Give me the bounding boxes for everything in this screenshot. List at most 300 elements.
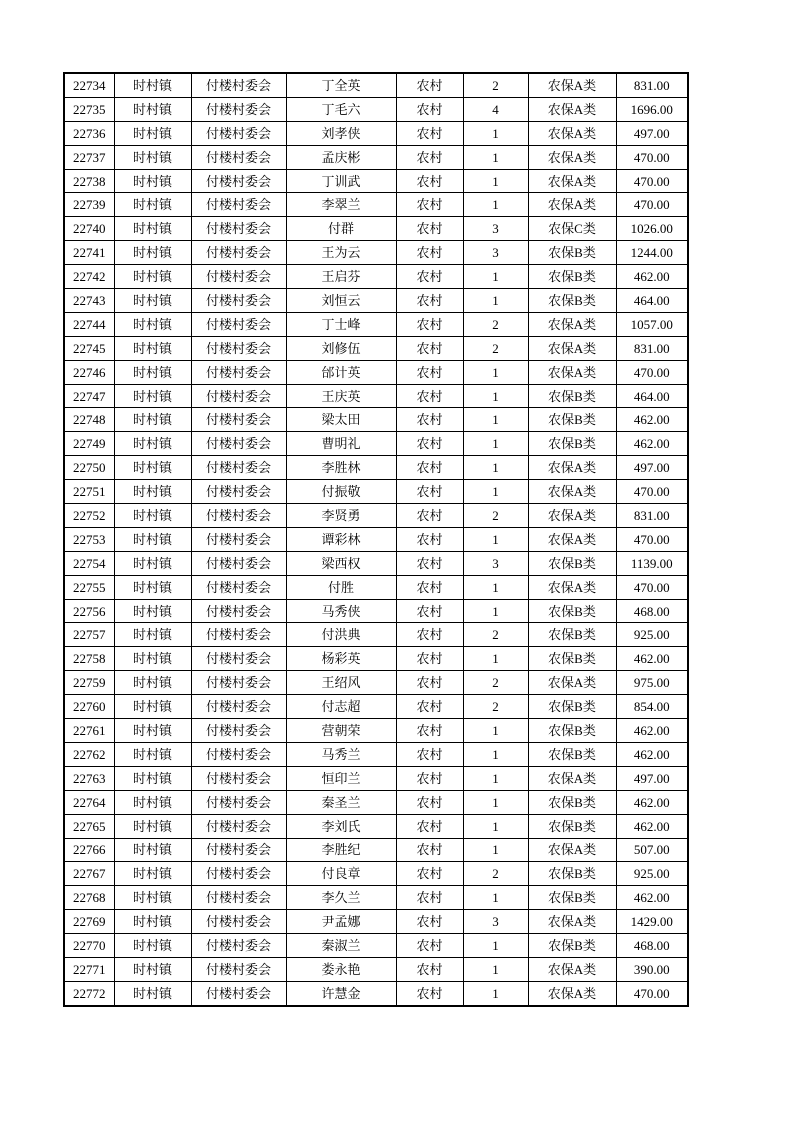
cell-person_count: 1 [463,480,528,504]
cell-name: 秦淑兰 [286,934,396,958]
cell-person_count: 1 [463,742,528,766]
cell-insurance_category: 农保B类 [528,862,616,886]
cell-village_committee: 付楼村委会 [191,719,286,743]
cell-amount: 497.00 [616,121,688,145]
cell-insurance_category: 农保A类 [528,527,616,551]
cell-serial_number: 22739 [64,193,114,217]
cell-town: 时村镇 [114,73,191,97]
cell-serial_number: 22770 [64,934,114,958]
cell-insurance_category: 农保B类 [528,265,616,289]
cell-name: 杨彩英 [286,647,396,671]
table-row [64,695,688,719]
cell-serial_number: 22743 [64,289,114,313]
cell-town: 时村镇 [114,336,191,360]
cell-town: 时村镇 [114,957,191,981]
cell-amount: 470.00 [616,480,688,504]
cell-name: 丁全英 [286,73,396,97]
cell-amount: 462.00 [616,265,688,289]
table-row [64,480,688,504]
cell-town: 时村镇 [114,360,191,384]
cell-village_committee: 付楼村委会 [191,121,286,145]
cell-amount: 831.00 [616,504,688,528]
cell-town: 时村镇 [114,97,191,121]
cell-village_committee: 付楼村委会 [191,289,286,313]
cell-amount: 462.00 [616,790,688,814]
cell-insurance_category: 农保A类 [528,957,616,981]
cell-person_count: 1 [463,193,528,217]
cell-name: 刘孝侠 [286,121,396,145]
cell-town: 时村镇 [114,408,191,432]
cell-name: 娄永艳 [286,957,396,981]
table-row [64,73,688,97]
cell-town: 时村镇 [114,886,191,910]
cell-person_count: 1 [463,599,528,623]
cell-residence_type: 农村 [396,862,463,886]
table-row [64,145,688,169]
cell-amount: 1139.00 [616,551,688,575]
table-row [64,671,688,695]
cell-village_committee: 付楼村委会 [191,73,286,97]
cell-town: 时村镇 [114,575,191,599]
cell-serial_number: 22759 [64,671,114,695]
cell-village_committee: 付楼村委会 [191,671,286,695]
cell-residence_type: 农村 [396,121,463,145]
cell-residence_type: 农村 [396,766,463,790]
cell-name: 营朝荣 [286,719,396,743]
cell-village_committee: 付楼村委会 [191,599,286,623]
table-row [64,957,688,981]
cell-amount: 470.00 [616,575,688,599]
table-row [64,360,688,384]
cell-village_committee: 付楼村委会 [191,480,286,504]
cell-village_committee: 付楼村委会 [191,456,286,480]
cell-person_count: 1 [463,169,528,193]
cell-town: 时村镇 [114,456,191,480]
cell-insurance_category: 农保A类 [528,671,616,695]
table-row [64,575,688,599]
cell-village_committee: 付楼村委会 [191,695,286,719]
cell-village_committee: 付楼村委会 [191,432,286,456]
cell-name: 李胜林 [286,456,396,480]
cell-name: 谭彩林 [286,527,396,551]
cell-residence_type: 农村 [396,527,463,551]
cell-insurance_category: 农保B类 [528,408,616,432]
table-row [64,121,688,145]
table-row [64,719,688,743]
cell-serial_number: 22736 [64,121,114,145]
table-row [64,742,688,766]
cell-amount: 470.00 [616,193,688,217]
cell-serial_number: 22772 [64,981,114,1005]
cell-insurance_category: 农保A类 [528,504,616,528]
cell-town: 时村镇 [114,814,191,838]
table-row [64,217,688,241]
cell-name: 许慧金 [286,981,396,1005]
cell-serial_number: 22735 [64,97,114,121]
cell-insurance_category: 农保B类 [528,695,616,719]
cell-residence_type: 农村 [396,504,463,528]
cell-residence_type: 农村 [396,910,463,934]
cell-amount: 462.00 [616,742,688,766]
cell-serial_number: 22750 [64,456,114,480]
cell-amount: 462.00 [616,814,688,838]
cell-serial_number: 22754 [64,551,114,575]
table-row [64,384,688,408]
cell-village_committee: 付楼村委会 [191,145,286,169]
cell-village_committee: 付楼村委会 [191,623,286,647]
cell-village_committee: 付楼村委会 [191,838,286,862]
cell-name: 马秀侠 [286,599,396,623]
cell-village_committee: 付楼村委会 [191,790,286,814]
cell-village_committee: 付楼村委会 [191,551,286,575]
cell-residence_type: 农村 [396,623,463,647]
cell-name: 付志超 [286,695,396,719]
cell-town: 时村镇 [114,432,191,456]
table-row [64,527,688,551]
cell-amount: 1026.00 [616,217,688,241]
cell-village_committee: 付楼村委会 [191,742,286,766]
cell-serial_number: 22762 [64,742,114,766]
cell-amount: 497.00 [616,766,688,790]
cell-residence_type: 农村 [396,217,463,241]
cell-residence_type: 农村 [396,265,463,289]
cell-village_committee: 付楼村委会 [191,241,286,265]
cell-insurance_category: 农保B类 [528,647,616,671]
cell-village_committee: 付楼村委会 [191,193,286,217]
cell-town: 时村镇 [114,647,191,671]
cell-town: 时村镇 [114,838,191,862]
cell-person_count: 4 [463,97,528,121]
cell-residence_type: 农村 [396,695,463,719]
cell-insurance_category: 农保B类 [528,432,616,456]
cell-village_committee: 付楼村委会 [191,408,286,432]
data-table [63,72,689,1007]
cell-person_count: 1 [463,766,528,790]
cell-name: 付振敬 [286,480,396,504]
cell-amount: 1057.00 [616,312,688,336]
table-row [64,599,688,623]
table-row [64,551,688,575]
cell-village_committee: 付楼村委会 [191,575,286,599]
cell-residence_type: 农村 [396,384,463,408]
cell-amount: 831.00 [616,73,688,97]
cell-person_count: 1 [463,647,528,671]
cell-serial_number: 22740 [64,217,114,241]
cell-name: 丁士峰 [286,312,396,336]
table-row [64,408,688,432]
cell-serial_number: 22753 [64,527,114,551]
cell-person_count: 2 [463,504,528,528]
cell-person_count: 1 [463,289,528,313]
cell-village_committee: 付楼村委会 [191,169,286,193]
cell-village_committee: 付楼村委会 [191,814,286,838]
cell-residence_type: 农村 [396,575,463,599]
cell-town: 时村镇 [114,910,191,934]
cell-amount: 497.00 [616,456,688,480]
cell-village_committee: 付楼村委会 [191,862,286,886]
cell-residence_type: 农村 [396,408,463,432]
cell-serial_number: 22746 [64,360,114,384]
cell-amount: 470.00 [616,145,688,169]
cell-residence_type: 农村 [396,957,463,981]
cell-person_count: 2 [463,671,528,695]
table-row [64,456,688,480]
cell-village_committee: 付楼村委会 [191,766,286,790]
cell-insurance_category: 农保B类 [528,599,616,623]
cell-residence_type: 农村 [396,742,463,766]
table-row [64,432,688,456]
cell-serial_number: 22771 [64,957,114,981]
cell-person_count: 1 [463,432,528,456]
cell-town: 时村镇 [114,862,191,886]
cell-name: 付群 [286,217,396,241]
cell-town: 时村镇 [114,480,191,504]
cell-residence_type: 农村 [396,73,463,97]
table-row [64,193,688,217]
cell-town: 时村镇 [114,504,191,528]
cell-insurance_category: 农保A类 [528,73,616,97]
cell-insurance_category: 农保B类 [528,814,616,838]
cell-serial_number: 22745 [64,336,114,360]
cell-town: 时村镇 [114,121,191,145]
cell-insurance_category: 农保A类 [528,145,616,169]
cell-person_count: 2 [463,862,528,886]
cell-village_committee: 付楼村委会 [191,360,286,384]
cell-name: 付胜 [286,575,396,599]
cell-amount: 1696.00 [616,97,688,121]
cell-town: 时村镇 [114,766,191,790]
cell-insurance_category: 农保A类 [528,169,616,193]
cell-person_count: 3 [463,910,528,934]
table-row [64,766,688,790]
cell-amount: 462.00 [616,408,688,432]
cell-person_count: 1 [463,934,528,958]
cell-person_count: 3 [463,551,528,575]
table-row [64,265,688,289]
cell-serial_number: 22768 [64,886,114,910]
cell-name: 梁太田 [286,408,396,432]
cell-person_count: 2 [463,695,528,719]
cell-residence_type: 农村 [396,647,463,671]
cell-residence_type: 农村 [396,838,463,862]
table-row [64,504,688,528]
cell-person_count: 1 [463,456,528,480]
cell-name: 李贤勇 [286,504,396,528]
cell-person_count: 1 [463,360,528,384]
cell-residence_type: 农村 [396,934,463,958]
cell-name: 刘修伍 [286,336,396,360]
table-row [64,169,688,193]
table-row [64,862,688,886]
cell-village_committee: 付楼村委会 [191,957,286,981]
table-row [64,623,688,647]
cell-serial_number: 22764 [64,790,114,814]
cell-serial_number: 22769 [64,910,114,934]
cell-name: 孟庆彬 [286,145,396,169]
cell-amount: 470.00 [616,360,688,384]
cell-person_count: 1 [463,408,528,432]
cell-person_count: 1 [463,575,528,599]
cell-name: 李久兰 [286,886,396,910]
cell-amount: 470.00 [616,527,688,551]
cell-residence_type: 农村 [396,169,463,193]
cell-insurance_category: 农保B类 [528,790,616,814]
cell-serial_number: 22755 [64,575,114,599]
cell-residence_type: 农村 [396,360,463,384]
cell-amount: 470.00 [616,169,688,193]
cell-serial_number: 22760 [64,695,114,719]
cell-town: 时村镇 [114,934,191,958]
cell-serial_number: 22741 [64,241,114,265]
cell-serial_number: 22738 [64,169,114,193]
cell-serial_number: 22761 [64,719,114,743]
cell-person_count: 3 [463,241,528,265]
cell-amount: 470.00 [616,981,688,1005]
cell-name: 李翠兰 [286,193,396,217]
cell-person_count: 1 [463,838,528,862]
cell-amount: 925.00 [616,623,688,647]
table-row [64,336,688,360]
cell-town: 时村镇 [114,289,191,313]
cell-amount: 975.00 [616,671,688,695]
cell-insurance_category: 农保B类 [528,623,616,647]
cell-town: 时村镇 [114,981,191,1005]
table-row [64,241,688,265]
cell-residence_type: 农村 [396,456,463,480]
cell-person_count: 2 [463,312,528,336]
cell-amount: 1244.00 [616,241,688,265]
cell-village_committee: 付楼村委会 [191,934,286,958]
cell-amount: 831.00 [616,336,688,360]
cell-insurance_category: 农保A类 [528,121,616,145]
cell-residence_type: 农村 [396,241,463,265]
cell-insurance_category: 农保B类 [528,886,616,910]
table-row [64,814,688,838]
cell-insurance_category: 农保A类 [528,360,616,384]
cell-insurance_category: 农保B类 [528,384,616,408]
cell-insurance_category: 农保B类 [528,934,616,958]
cell-insurance_category: 农保A类 [528,766,616,790]
cell-amount: 925.00 [616,862,688,886]
cell-name: 尹孟娜 [286,910,396,934]
cell-amount: 462.00 [616,719,688,743]
table-row [64,289,688,313]
cell-person_count: 1 [463,814,528,838]
cell-insurance_category: 农保B类 [528,742,616,766]
cell-name: 刘恒云 [286,289,396,313]
cell-amount: 1429.00 [616,910,688,934]
cell-person_count: 1 [463,121,528,145]
cell-person_count: 1 [463,384,528,408]
cell-village_committee: 付楼村委会 [191,527,286,551]
cell-name: 邰计英 [286,360,396,384]
cell-town: 时村镇 [114,790,191,814]
cell-town: 时村镇 [114,599,191,623]
cell-person_count: 1 [463,957,528,981]
cell-serial_number: 22758 [64,647,114,671]
cell-serial_number: 22751 [64,480,114,504]
cell-village_committee: 付楼村委会 [191,504,286,528]
cell-name: 付良章 [286,862,396,886]
cell-insurance_category: 农保A类 [528,193,616,217]
cell-town: 时村镇 [114,695,191,719]
cell-name: 王为云 [286,241,396,265]
cell-person_count: 1 [463,527,528,551]
cell-serial_number: 22748 [64,408,114,432]
cell-village_committee: 付楼村委会 [191,97,286,121]
cell-residence_type: 农村 [396,97,463,121]
cell-insurance_category: 农保B类 [528,241,616,265]
cell-person_count: 1 [463,145,528,169]
cell-residence_type: 农村 [396,671,463,695]
cell-residence_type: 农村 [396,790,463,814]
cell-insurance_category: 农保A类 [528,97,616,121]
cell-name: 李胜纪 [286,838,396,862]
cell-insurance_category: 农保B类 [528,551,616,575]
cell-amount: 462.00 [616,432,688,456]
table-row [64,790,688,814]
cell-village_committee: 付楼村委会 [191,265,286,289]
cell-serial_number: 22752 [64,504,114,528]
cell-insurance_category: 农保A类 [528,575,616,599]
cell-name: 丁训武 [286,169,396,193]
cell-town: 时村镇 [114,193,191,217]
cell-village_committee: 付楼村委会 [191,981,286,1005]
cell-person_count: 2 [463,336,528,360]
cell-person_count: 2 [463,73,528,97]
cell-residence_type: 农村 [396,981,463,1005]
cell-person_count: 1 [463,790,528,814]
cell-serial_number: 22766 [64,838,114,862]
cell-serial_number: 22742 [64,265,114,289]
cell-name: 付洪典 [286,623,396,647]
table-row [64,910,688,934]
cell-name: 王启芬 [286,265,396,289]
cell-serial_number: 22749 [64,432,114,456]
cell-town: 时村镇 [114,145,191,169]
table-row [64,97,688,121]
cell-town: 时村镇 [114,265,191,289]
cell-name: 马秀兰 [286,742,396,766]
cell-town: 时村镇 [114,527,191,551]
cell-name: 梁西权 [286,551,396,575]
cell-residence_type: 农村 [396,814,463,838]
cell-person_count: 2 [463,623,528,647]
cell-amount: 507.00 [616,838,688,862]
cell-residence_type: 农村 [396,886,463,910]
cell-insurance_category: 农保A类 [528,910,616,934]
cell-town: 时村镇 [114,312,191,336]
cell-name: 曹明礼 [286,432,396,456]
table-row [64,838,688,862]
table-row [64,886,688,910]
cell-serial_number: 22737 [64,145,114,169]
cell-town: 时村镇 [114,719,191,743]
cell-town: 时村镇 [114,217,191,241]
table-row [64,934,688,958]
cell-town: 时村镇 [114,241,191,265]
table-body [64,73,688,1006]
cell-name: 王庆英 [286,384,396,408]
cell-amount: 464.00 [616,384,688,408]
cell-serial_number: 22765 [64,814,114,838]
cell-amount: 464.00 [616,289,688,313]
cell-amount: 390.00 [616,957,688,981]
cell-residence_type: 农村 [396,599,463,623]
cell-amount: 462.00 [616,886,688,910]
cell-serial_number: 22756 [64,599,114,623]
cell-serial_number: 22757 [64,623,114,647]
